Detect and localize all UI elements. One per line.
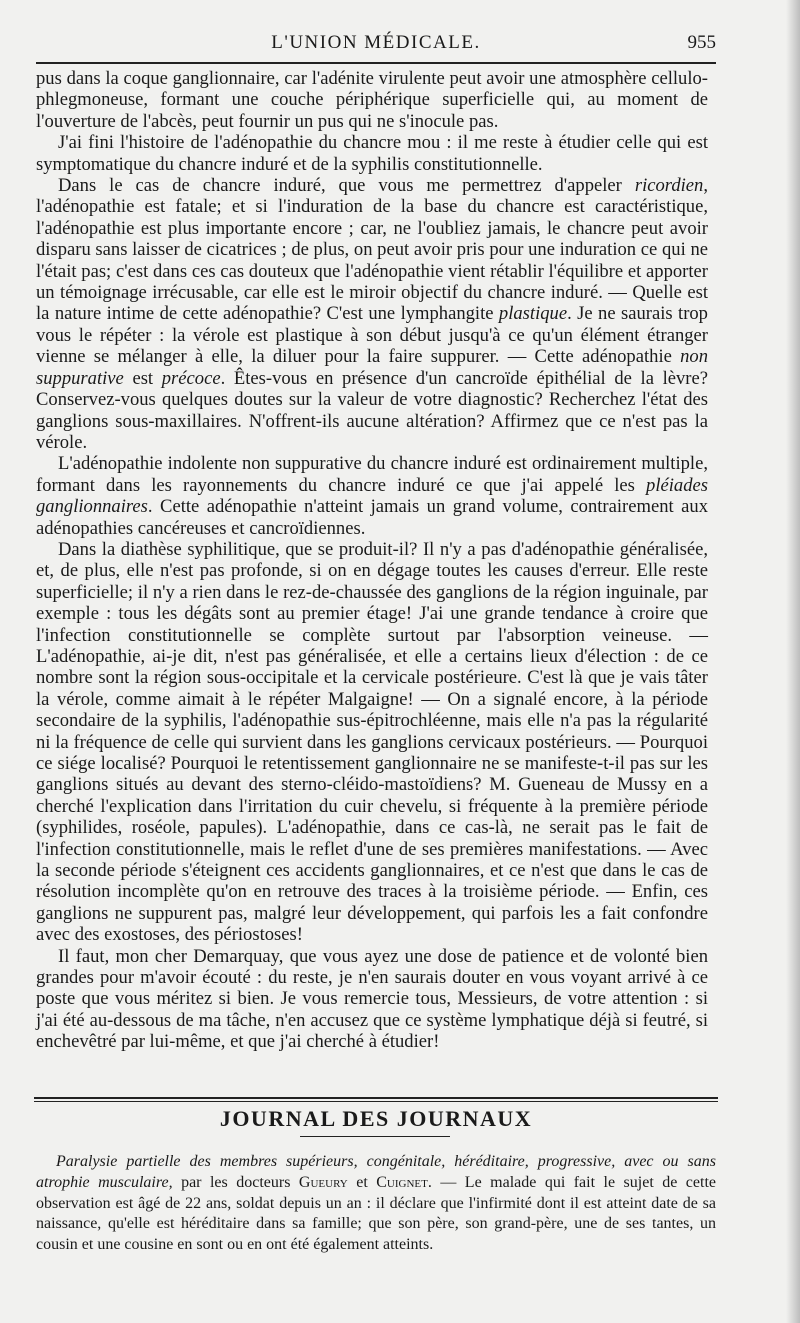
paragraph-6: Il faut, mon cher Demarquay, que vous ayez une dose de patience et de volonté bien grandes pour m'avoir écouté : du reste, je n'en saurais douter en vous voyant arrivé à ce poste que vous méritez si bien. Je vous remercie tous, Messieurs, de votre attention : si j'ai été au-dessous de ma tâche, n'en accusez que ce système lymphatique déjà si feutré, si enchevêtré par lui-même, et que j'ai cherché à étudier! (36, 945, 708, 1053)
italic-term: ricordien (634, 175, 704, 197)
paragraph-4 (36, 453, 708, 539)
entry-body: . — Le malade qui fait le sujet de cette observation est âgé de 22 ans, soldat depuis un an : il déclare que l'infirmité dont il est atteint date de sa naissance, qu'elle est héréditaire dans sa famille; que son père, son grand-père, une de ses tantes, un cousin et une cousine en sont ou en ont été également atteints. (36, 1173, 717, 1254)
paragraph-5: Dans la diathèse syphilitique, que se produit-il? Il n'y a pas d'adénopathie généralisée, et, de plus, elle n'est pas profonde, si on en dégage toutes les causes d'erreur. Elle reste superficielle; il n'y a rien dans le rez-de-chaussée des ganglions de la région inguinale, par exemple : tous les dégâts sont au premier étage! J'ai une grande tendance à croire que l'infection constitutionnelle se complète surtout par l'absorption veineuse. — L'adénopathie, ai-je dit, n'est pas généralisée, et elle a certains lieux d'élection : de ce nombre sont la région sous-occipitale et la cervicale postérieure. C'est là que je vais tâter la vérole, comme aimait à le répéter Malgaigne! — On a signalé encore, à la période secondaire de la syphilis, l'adénopathie sus-épitrochléenne, mais elle n'a pas la régularité ni la fréquence de celle qui survient dans les ganglions cervicaux postérieurs. — Pourquoi ce siége localisé? Pourquoi le retentissement ganglionnaire ne se manifeste-t-il pas sur les ganglions situés au devant des sterno-cléido-mastoïdiens? M. Gueneau de Mussy en a cherché l'explication dans l'irritation du cuir chevelu, si fréquente à la première période (syphilides, roséole, papules). L'adénopathie, dans ce cas-là, ne serait pas le fait de l'infection constitutionnelle, mais le reflet d'une de ses premières manifestations. — Avec la seconde période s'éteignent ces accidents ganglionnaires, et ce n'est que dans le cas de résolution incomplète qu'on en retrouve des traces à la troisième période. — Enfin, ces ganglions ne suppurent pas, malgré leur développement, qui parfois les a fait confondre avec des exostoses, des périostoses! (36, 538, 708, 946)
text-run: . Êtes-vous en présence d'un cancroïde épithélial de la lèvre? Conservez-vous quelques doutes sur la valeur de votre diagnostic? Recherchez l'état des ganglions sous-maxillaires. N'offrent-ils aucune altération? Affirmez que ce n'est pas la vérole. (36, 367, 709, 453)
text-run: , l'adénopathie est fatale; et si l'induration de la base du chancre est caractéristique, l'adénopathie est plus importante encore ; car, ne l'oubliez jamais, le chancre peut avoir disparu sans laisser de cicatrices ; de plus, on peut avoir pris pour une induration ce qui ne l'était pas; c'est dans ces cas douteux que l'adénopathie vient rétablir l'équilibre et apporter un témoignage irrécusable, car elle est le miroir objectif du chancre induré. — Quelle est la nature intime de cette adénopathie? C'est une lymphangite (36, 175, 708, 325)
paragraph-3 (36, 175, 708, 453)
text-run: par les docteurs (172, 1173, 299, 1191)
text-run: est (123, 367, 162, 389)
entry-title: Paralysie partielle des membres supérieurs, congénitale, héréditaire, progressive, avec ou sans atrophie musculaire, (36, 1153, 716, 1191)
running-title: L'UNION MÉDICALE. (271, 32, 481, 53)
section-title-rule (300, 1136, 450, 1137)
text-run: . Je ne saurais trop vous le répéter : la vérole est plastique à son début jusqu'à ce qu'un élément étranger vienne se mélanger à elle, la diluer pour la faire suppurer. — Cette adénopathie (36, 303, 708, 368)
page-header (36, 32, 716, 62)
journal-paragraph (36, 1152, 716, 1256)
author-name: Cuignet (376, 1173, 428, 1191)
journal-entry (36, 1152, 716, 1256)
author-name: Gueury (298, 1173, 348, 1191)
italic-term: non suppurative (36, 346, 708, 389)
page-edge-shadow (786, 0, 800, 1323)
text-run: L'adénopathie indolente non suppurative du chancre induré est ordinairement multiple, formant dans les rayonnements du chancre induré ce que j'ai appelé les (36, 453, 708, 496)
article-body (36, 68, 708, 1053)
paragraph-1: pus dans la coque ganglionnaire, car l'adénite virulente peut avoir une atmosphère cellulo-phlegmoneuse, formant une couche périphérique superficielle qui, au moment de l'ouverture de l'abcès, peut fournir un pus qui ne s'inocule pas. (36, 68, 708, 132)
text-run: Dans le cas de chancre induré, que vous me permettrez d'appeler (58, 175, 635, 197)
section-title: JOURNAL DES JOURNAUX (219, 1106, 533, 1131)
italic-term: précoce (161, 367, 221, 389)
section-separator-thin (34, 1101, 718, 1102)
text-run: et (347, 1173, 377, 1191)
paragraph-2: J'ai fini l'histoire de l'adénopathie du chancre mou : il me reste à étudier celle qui est symptomatique du chancre induré et de la syphilis constitutionnelle. (36, 132, 708, 175)
section-separator-thick (34, 1097, 718, 1099)
italic-term: pléiades ganglionnaires (36, 474, 708, 518)
page-number: 955 (687, 32, 716, 53)
header-rule (36, 62, 716, 64)
italic-term: plastique (498, 303, 568, 325)
text-run: . Cette adénopathie n'atteint jamais un grand volume, contrairement aux adénopathies cancéreuses et cancroïdiennes. (36, 496, 708, 539)
